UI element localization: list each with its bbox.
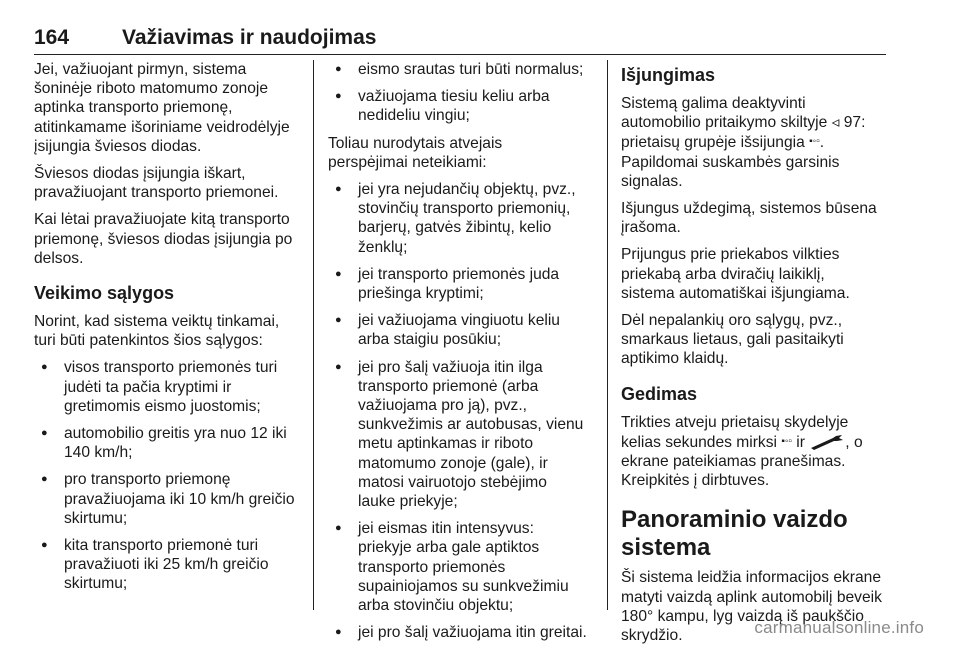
section-heading-deactivation: Išjungimas <box>621 65 716 85</box>
list-item: ● automobilio greitis yra nuo 12 iki 140 km/h; <box>34 424 302 462</box>
no-warning-list <box>328 180 600 642</box>
list-item: ● jei yra nejudančių objektų, pvz., stovinčių transporto priemonių, barjerų, gatvės žibintų, kelio ženklų; <box>328 180 600 257</box>
section-heading-fault: Gedimas <box>621 383 698 404</box>
list-item: ● jei pro šalį važiuoja itin ilga transporto priemonė (arba važiuojama pro ją), pvz., sunkvežimis ar autobusas, vienu metu aptinkamas ir riboto matomumo zonoje (gale), ir matosi vairuotojo stebėjimo lauke priekyje; <box>328 358 600 512</box>
column-divider-2 <box>607 60 608 610</box>
column-right <box>621 60 891 653</box>
paragraph <box>621 94 891 191</box>
list-item: ● pro transporto priemonę pravažiuojama iki 10 km/h greičio skirtumu; <box>34 470 302 528</box>
paragraph: Norint, kad sistema veiktų tinkamai, turi būti patenkintos šios sąlygos: <box>34 313 280 350</box>
wrench-icon <box>809 434 845 450</box>
conditions-list <box>34 358 302 593</box>
column-divider-1 <box>313 60 314 610</box>
paragraph <box>621 413 891 491</box>
text-span: . Papildomai suskambės garsinis signalas. <box>621 134 840 190</box>
text-span: Sistemą galima deaktyvinti automobilio pritaikymo skiltyje <box>621 95 828 132</box>
text-span: Trikties atveju prietaisų skydelyje kelias sekundes mirksi <box>621 413 849 451</box>
list-item: ● kita transporto priemonė turi pravažiuoti iki 25 km/h greičio skirtumu; <box>34 536 302 594</box>
paragraph: Jei, važiuojant pirmyn, sistema šoninėje riboto matomumo zonoje aptinka transporto priemonę, atitinkamame išoriniame veidrodėlyje įsijungia šviesos diodas. <box>34 61 290 155</box>
list-item: ● jei eismas itin intensyvus: priekyje arba gale aptiktos transporto priemonės supainiojamos su sunkvežimiu arba stovinčiu objektu; <box>328 519 600 615</box>
paragraph: Išjungus uždegimą, sistemos būsena įrašoma. <box>621 200 877 237</box>
section-heading-operating-conditions: Veikimo sąlygos <box>34 283 175 304</box>
paragraph: Ši sistema leidžia informacijos ekrane matyti vaizdą aplink automobilį beveik 180° kampu, lyg vaizdą iš paukščio skrydžio. <box>621 569 882 645</box>
text-span: ir <box>791 433 810 451</box>
text-span: 97: prietaisų grupėje išsijungia <box>621 114 866 152</box>
page-header <box>34 26 886 54</box>
paragraph: Prijungus prie priekabos vilkties priekabą arba dviračių laikiklį, sistema automatiškai išjungiama. <box>621 246 850 302</box>
paragraph: Kai lėtai pravažiuojate kitą transporto priemonę, šviesos diodas įsijungia po delsos. <box>34 211 293 267</box>
text-span: , o ekrane pateikiamas pranešimas. Kreipkitės į dirbtuves. <box>621 433 863 490</box>
paragraph: Šviesos diodas įsijungia iškart, pravažiuojant transporto priemonei. <box>34 165 279 202</box>
paragraph: Dėl nepalankių oro sąlygų, pvz., smarkaus lietaus, gali pasitaikyti aptikimo klaidų. <box>621 312 844 368</box>
site-watermark: carmanualsonline.info <box>754 618 924 637</box>
blind-spot-symbol-icon: ▪◦▫ <box>781 435 792 447</box>
blind-spot-symbol-icon: ▪◦▫ <box>809 136 820 148</box>
list-item: ● važiuojama tiesiu keliu arba nedideliu vingiu; <box>328 87 600 125</box>
column-middle <box>328 60 600 650</box>
list-item: ● jei važiuojama vingiuotu keliu arba staigiu posūkiu; <box>328 311 600 349</box>
list-item: ● visos transporto priemonės turi judėti ta pačia kryptimi ir gretimomis eismo juostomis; <box>34 358 302 416</box>
list-item: ● jei transporto priemonės juda priešinga kryptimi; <box>328 265 600 303</box>
chapter-heading-panoramic-view: Panoraminio vaizdo sistema <box>621 506 848 562</box>
conditions-list-continued <box>328 60 600 126</box>
list-item: ● jei pro šalį važiuojama itin greitai. <box>328 623 600 642</box>
page-number: 164 <box>34 26 70 49</box>
page-title: Važiavimas ir naudojimas <box>122 26 377 49</box>
list-item: ● eismo srautas turi būti normalus; <box>328 60 600 79</box>
page-reference-arrow-icon[interactable]: ◃ <box>831 114 840 132</box>
header-divider <box>34 54 886 55</box>
paragraph: Toliau nurodytais atvejais perspėjimai neteikiami: <box>328 134 503 171</box>
column-left <box>34 60 302 602</box>
